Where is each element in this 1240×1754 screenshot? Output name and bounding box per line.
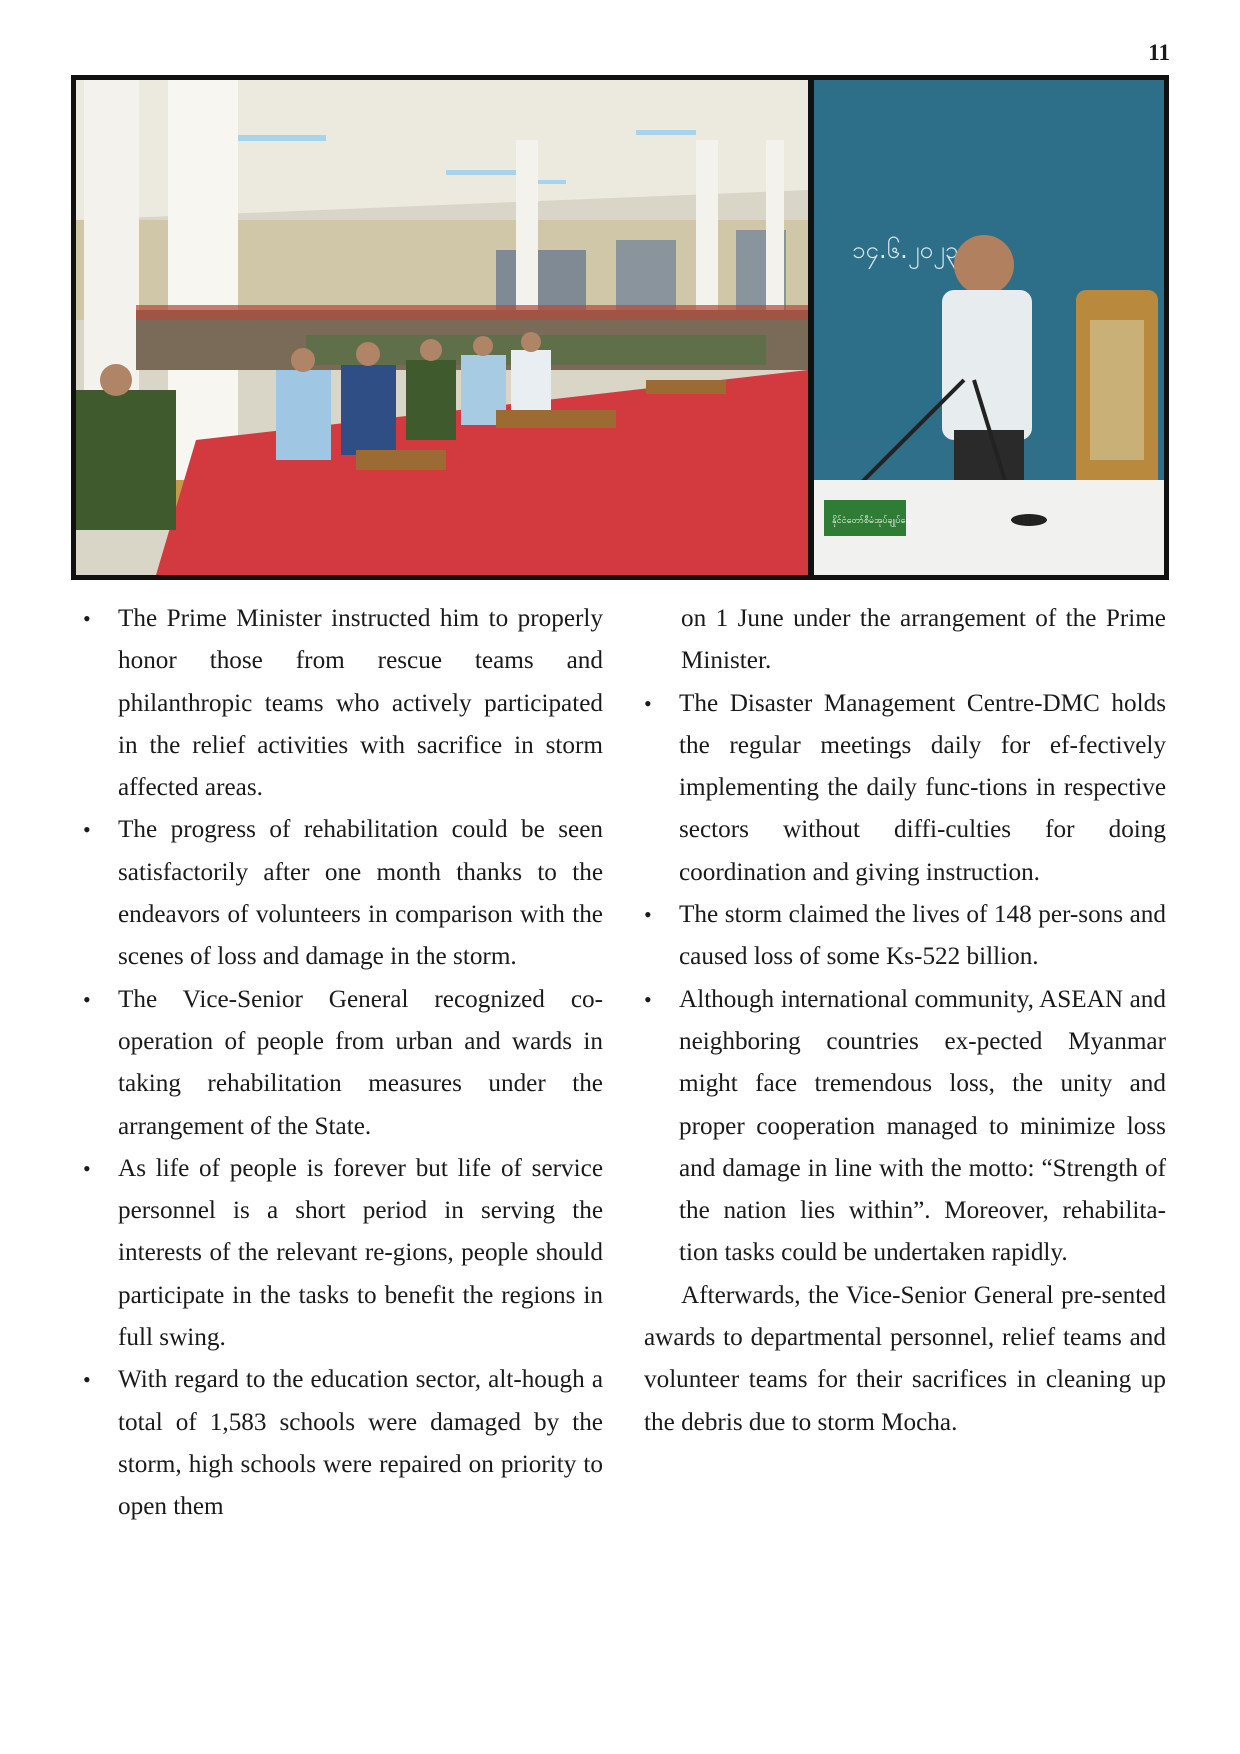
closing-paragraph: Afterwards, the Vice-Senior General pre-sented awards to departmental personnel, relief teams and volunteer teams for their sacrifices in cleaning up the debris due to storm Mocha. (644, 1281, 1166, 1436)
bullet-item: • The progress of rehabilitation could be seen satisfactorily after one month thanks to the endeavors of volunteers in comparison with the scenes of loss and damage in the storm. (83, 809, 603, 978)
bullet-item: • The Vice-Senior General recognized co-operation of people from urban and wards in taking rehabilitation measures under the arrangement of the State. (83, 979, 603, 1148)
bullet-item: • The Prime Minister instructed him to properly honor those from rescue teams and philanthropic teams who actively participated in the relief activities with sacrifice in storm affected areas. (83, 598, 603, 809)
left-text-column (83, 598, 603, 1529)
page-number: 11 (1148, 40, 1170, 65)
bullet-item: • The storm claimed the lives of 148 per-sons and caused loss of some Ks-522 billion. (644, 894, 1166, 979)
bullet-item: • With regard to the education sector, alt-hough a total of 1,583 schools were damaged by the storm, high schools were repaired on priority to open them (83, 1359, 603, 1528)
right-text-column (644, 598, 1166, 1444)
bullet-item: • Although international community, ASEAN and neighboring countries ex-pected Myanmar might face tremendous loss, the unity and proper cooperation managed to minimize loss and damage in line with the motto: “Strength of the nation lies within”. Moreover, rehabilita-tion tasks could be undertaken rapidly. (644, 979, 1166, 1275)
wall-date-text: ၁၄.၆.၂၀၂၃ (852, 236, 959, 264)
photo-frame (71, 75, 1169, 580)
bullet-item: • The Disaster Management Centre-DMC holds the regular meetings daily for ef-fectively implementing the daily func-tions in respective sectors without diffi-culties for doing coordination and giving instruction. (644, 683, 1166, 894)
bullet-item: • As life of people is forever but life of service personnel is a short period in serving the interests of the relevant re-gions, people should participate in the tasks to benefit the regions in full swing. (83, 1148, 603, 1359)
audience-hall-photo (76, 80, 808, 575)
nameplate-text: နိုင်ငံတော်စီမံအုပ်ချုပ်ရေး (832, 516, 913, 526)
bullet-continuation: on 1 June under the arrangement of the Prime Minister. (681, 605, 1166, 675)
speaker-photo (814, 80, 1164, 575)
